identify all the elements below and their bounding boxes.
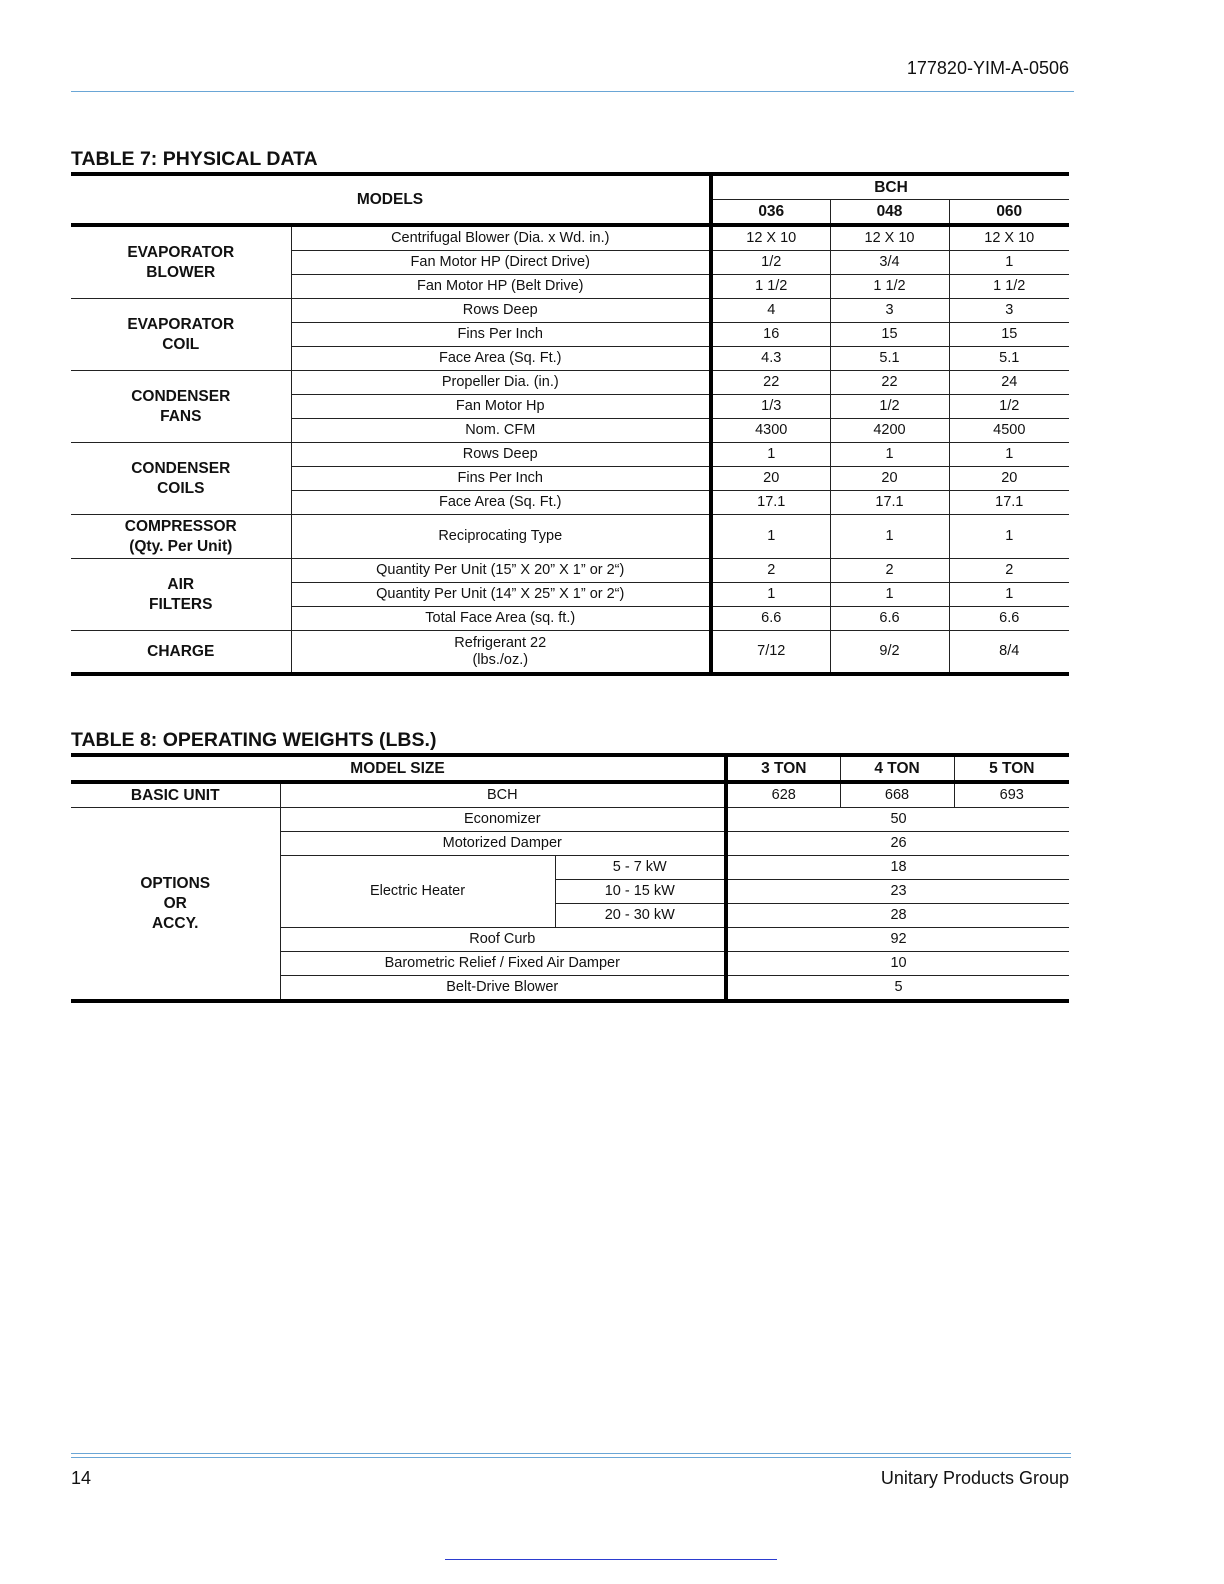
category-cell	[71, 443, 291, 515]
value-cell: 3	[949, 299, 1069, 323]
value-cell: 15	[949, 323, 1069, 347]
value-cell: 12 X 10	[830, 225, 949, 251]
model-size-header: MODEL SIZE	[71, 755, 726, 782]
value-cell: 1	[830, 515, 949, 559]
value-cell: 4300	[711, 419, 830, 443]
text-line: CONDENSER	[131, 459, 231, 477]
brand-header: BCH	[711, 174, 1069, 200]
table-row	[71, 559, 1069, 583]
value-cell: 12 X 10	[711, 225, 830, 251]
value-cell: 1/2	[949, 395, 1069, 419]
option-label: Electric Heater	[280, 856, 555, 928]
text-line: CONDENSER	[131, 387, 231, 405]
table-row	[71, 225, 1069, 251]
text-line: COIL	[162, 335, 200, 353]
category-cell	[71, 631, 291, 675]
category-cell	[71, 559, 291, 631]
row-label: Fan Motor HP (Belt Drive)	[291, 275, 711, 299]
row-label: Face Area (Sq. Ft.)	[291, 491, 711, 515]
ton-header: 3 TON	[726, 755, 840, 782]
table-row	[71, 371, 1069, 395]
value-cell: 1	[711, 583, 830, 607]
value-cell: 1/2	[830, 395, 949, 419]
weight-cell: 50	[726, 808, 1069, 832]
row-label: Fan Motor Hp	[291, 395, 711, 419]
value-cell: 6.6	[711, 607, 830, 631]
weight-cell: 10	[726, 952, 1069, 976]
value-cell: 17.1	[830, 491, 949, 515]
value-cell: 1/3	[711, 395, 830, 419]
row-label: Rows Deep	[291, 443, 711, 467]
text-line: FILTERS	[149, 595, 213, 613]
text-line: OPTIONS	[140, 874, 211, 892]
footer-rule	[71, 1453, 1071, 1458]
basic-unit-label: BASIC UNIT	[71, 782, 280, 808]
value-cell: 12 X 10	[949, 225, 1069, 251]
row-label: Total Face Area (sq. ft.)	[291, 607, 711, 631]
value-cell: 7/12	[711, 631, 830, 675]
document-id: 177820-YIM-A-0506	[906, 58, 1069, 78]
text-line: FANS	[160, 407, 202, 425]
value-cell: 8/4	[949, 631, 1069, 675]
basic-unit-model: BCH	[280, 782, 726, 808]
size-header: 060	[949, 200, 1069, 226]
row-label: Centrifugal Blower (Dia. x Wd. in.)	[291, 225, 711, 251]
size-header: 048	[830, 200, 949, 226]
text-line: (lbs./oz.)	[472, 651, 529, 668]
weight-cell: 668	[840, 782, 954, 808]
value-cell: 22	[711, 371, 830, 395]
weight-cell: 28	[726, 904, 1069, 928]
weight-cell: 92	[726, 928, 1069, 952]
option-label: Motorized Damper	[280, 832, 726, 856]
header-row	[71, 174, 1069, 200]
models-header: MODELS	[71, 174, 711, 225]
value-cell: 20	[830, 467, 949, 491]
value-cell: 16	[711, 323, 830, 347]
value-cell: 2	[949, 559, 1069, 583]
value-cell: 6.6	[830, 607, 949, 631]
value-cell: 4500	[949, 419, 1069, 443]
ton-header: 5 TON	[954, 755, 1069, 782]
value-cell: 24	[949, 371, 1069, 395]
value-cell: 5.1	[830, 347, 949, 371]
heater-range: 20 - 30 kW	[555, 904, 726, 928]
text-line: AIR	[167, 575, 195, 593]
text-line: CHARGE	[147, 642, 215, 660]
ton-header: 4 TON	[840, 755, 954, 782]
text-line: COILS	[157, 479, 205, 497]
value-cell: 20	[711, 467, 830, 491]
row-label: Reciprocating Type	[291, 515, 711, 559]
row-label: Rows Deep	[291, 299, 711, 323]
option-row	[71, 808, 1069, 832]
row-label: Fins Per Inch	[291, 467, 711, 491]
text-line: OR	[163, 894, 187, 912]
option-label: Roof Curb	[280, 928, 726, 952]
value-cell: 1 1/2	[830, 275, 949, 299]
operating-weights-table	[71, 753, 1069, 1003]
text-line: (Qty. Per Unit)	[129, 537, 233, 555]
value-cell: 5.1	[949, 347, 1069, 371]
value-cell: 1	[830, 443, 949, 467]
table-7-title: TABLE 7: PHYSICAL DATA	[71, 148, 318, 170]
weight-cell: 5	[726, 976, 1069, 1002]
company-name: Unitary Products Group	[880, 1468, 1069, 1488]
weight-cell: 628	[726, 782, 840, 808]
page-number: 14	[71, 1468, 92, 1488]
basic-unit-row	[71, 782, 1069, 808]
options-label	[71, 808, 280, 1002]
header-row	[71, 755, 1069, 782]
text-line: COMPRESSOR	[124, 517, 237, 535]
value-cell: 1	[711, 515, 830, 559]
text-line: EVAPORATOR	[127, 243, 235, 261]
category-cell	[71, 515, 291, 559]
text-line: ACCY.	[151, 914, 199, 932]
value-cell: 22	[830, 371, 949, 395]
heater-range: 10 - 15 kW	[555, 880, 726, 904]
value-cell: 1	[949, 583, 1069, 607]
value-cell: 3/4	[830, 251, 949, 275]
text-line: EVAPORATOR	[127, 315, 235, 333]
option-label: Barometric Relief / Fixed Air Damper	[280, 952, 726, 976]
value-cell: 3	[830, 299, 949, 323]
value-cell: 15	[830, 323, 949, 347]
physical-data-table	[71, 172, 1069, 676]
row-label: Fan Motor HP (Direct Drive)	[291, 251, 711, 275]
text-line: BLOWER	[146, 263, 216, 281]
value-cell: 4200	[830, 419, 949, 443]
text-line: Refrigerant 22	[454, 634, 547, 651]
heater-range: 5 - 7 kW	[555, 856, 726, 880]
row-label: Quantity Per Unit (15” X 20” X 1” or 2“)	[291, 559, 711, 583]
option-label: Belt-Drive Blower	[280, 976, 726, 1002]
category-cell	[71, 299, 291, 371]
option-label: Economizer	[280, 808, 726, 832]
value-cell: 1	[711, 443, 830, 467]
value-cell: 4.3	[711, 347, 830, 371]
value-cell: 17.1	[711, 491, 830, 515]
value-cell: 1 1/2	[711, 275, 830, 299]
category-cell	[71, 371, 291, 443]
value-cell: 20	[949, 467, 1069, 491]
value-cell: 1 1/2	[949, 275, 1069, 299]
value-cell: 1	[949, 251, 1069, 275]
link-underline	[445, 1559, 777, 1560]
row-label: Quantity Per Unit (14” X 25” X 1” or 2“)	[291, 583, 711, 607]
row-label: Propeller Dia. (in.)	[291, 371, 711, 395]
table-row	[71, 515, 1069, 559]
weight-cell: 23	[726, 880, 1069, 904]
weight-cell: 693	[954, 782, 1069, 808]
table-row	[71, 299, 1069, 323]
size-header: 036	[711, 200, 830, 226]
value-cell: 1	[949, 515, 1069, 559]
table-row	[71, 631, 1069, 675]
value-cell: 2	[711, 559, 830, 583]
row-label: Nom. CFM	[291, 419, 711, 443]
table-8-title: TABLE 8: OPERATING WEIGHTS (LBS.)	[71, 729, 437, 751]
value-cell: 9/2	[830, 631, 949, 675]
value-cell: 1/2	[711, 251, 830, 275]
value-cell: 1	[949, 443, 1069, 467]
category-cell	[71, 225, 291, 299]
row-label: Face Area (Sq. Ft.)	[291, 347, 711, 371]
value-cell: 6.6	[949, 607, 1069, 631]
row-label	[291, 631, 711, 675]
value-cell: 17.1	[949, 491, 1069, 515]
row-label: Fins Per Inch	[291, 323, 711, 347]
weight-cell: 18	[726, 856, 1069, 880]
value-cell: 4	[711, 299, 830, 323]
value-cell: 2	[830, 559, 949, 583]
weight-cell: 26	[726, 832, 1069, 856]
table-row	[71, 443, 1069, 467]
header-rule	[71, 91, 1074, 92]
value-cell: 1	[830, 583, 949, 607]
